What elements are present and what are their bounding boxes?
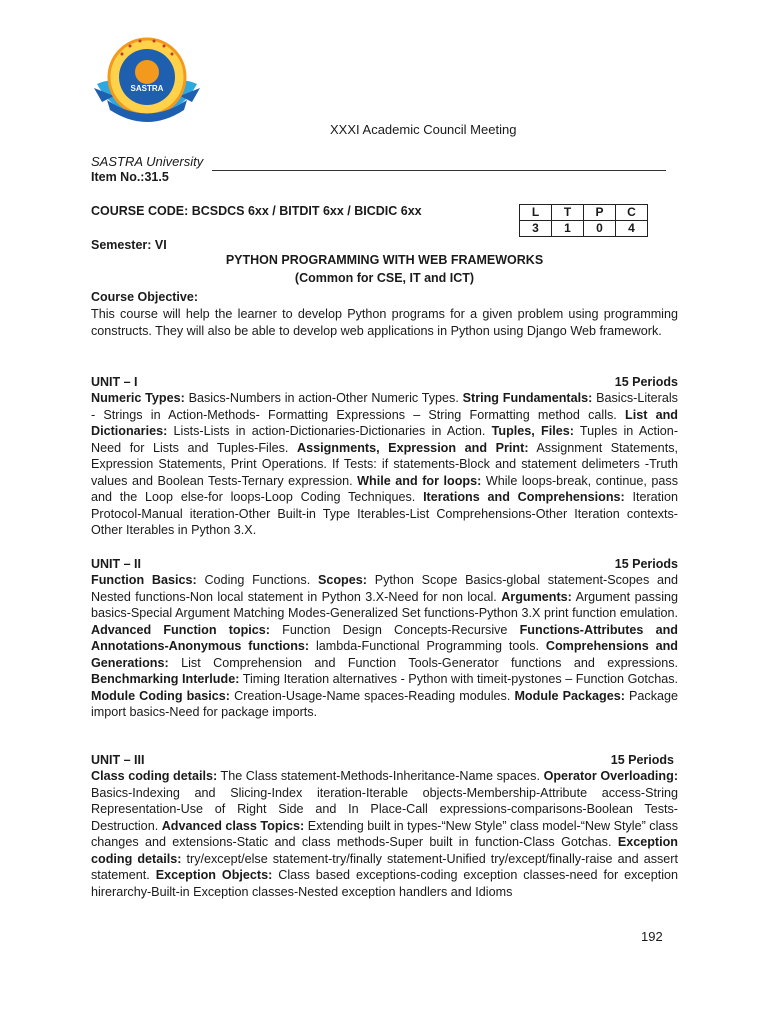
topic-heading: While and for loops: [357, 473, 482, 488]
ltpc-header-c: C [616, 205, 648, 221]
topic-heading: List and Dictionaries: [91, 407, 678, 438]
topic-heading: Numeric Types: [91, 391, 185, 405]
topic-text: Iteration Protocol-Manual iteration-Other Built-in Type Iterables-List Comprehensions-Other Iteration contexts-Other Iterables in Python 3.X. [91, 490, 678, 537]
unit-2-content [91, 572, 678, 721]
objective-text: This course will help the learner to develop Python programs for a given problem using programming constructs. They will also be able to develop web applications in Python using Django Web framework. [91, 307, 678, 338]
unit-3-header [91, 753, 678, 767]
topic-heading: Functions-Attributes and Annotations-Anonymous functions: [91, 622, 679, 653]
topic-heading: Advanced Function topics: [91, 622, 270, 637]
topic-text: List Comprehension and Function Tools-Generator functions and expressions. [168, 655, 678, 670]
meeting-title: XXXI Academic Council Meeting [330, 122, 517, 137]
unit-2-header [91, 557, 678, 571]
topic-text: Python Scope Basics-global statement-Scopes and Nested functions-Non local statement in Python 3.X-Need for non local. [91, 573, 678, 604]
topic-text: Package import basics-Need for package imports. [91, 688, 678, 719]
topic-heading: Comprehensions and Generations: [91, 639, 678, 670]
page-number: 192 [641, 929, 663, 944]
ltpc-value-l: 3 [520, 221, 552, 237]
unit-3-periods: 15 Periods [610, 753, 674, 767]
course-subtitle: (Common for CSE, IT and ICT) [294, 271, 475, 285]
semester: Semester: VI [91, 238, 167, 252]
unit-1-header [91, 375, 678, 389]
topic-text: While loops-break, continue, pass and the Loop else-for loops-Loop Coding Techniques. [91, 473, 678, 504]
topic-heading: Class coding details: [91, 769, 218, 783]
course-title: PYTHON PROGRAMMING WITH WEB FRAMEWORKS [225, 253, 544, 267]
topic-heading: Module Packages: [514, 688, 625, 703]
topic-heading: Arguments: [501, 589, 572, 604]
topic-heading: Tuples, Files: [491, 424, 574, 438]
logo-center-text: SASTRA [130, 84, 164, 93]
topic-text: Lists-Lists in action-Dictionaries-Dictionaries in Action. [167, 424, 492, 438]
topic-text: Basics-Literals - Strings in Action-Methods- Formatting Expressions – String Formatting method calls. [91, 391, 678, 422]
ltpc-header-p: P [584, 205, 616, 221]
topic-text: try/except/else statement-try/finally statement-Unified try/except/finally-raise and assert statement. [91, 851, 678, 882]
topic-text: Argument passing basics-Special Argument Matching Modes-Generalized Set functions-Python 3.X print function emulation. [91, 589, 679, 620]
item-number: Item No.:31.5 [91, 170, 169, 184]
topic-heading: String Fundamentals: [462, 391, 593, 405]
ltpc-value-c: 4 [616, 221, 648, 237]
topic-text: Basics-Indexing and Slicing-Index iteration-Iterable objects-Membership-Attribute access-String Representation-Use of Right Side and In Place-Call expressions-comparisons-Boolean Tests-Destruction. [91, 785, 678, 833]
unit-1-content [91, 390, 678, 539]
ltpc-header-row [520, 205, 648, 221]
topic-heading: Assignments, Expression and Print: [297, 440, 529, 455]
topic-heading: Function Basics: [91, 573, 197, 587]
header-divider [212, 170, 666, 171]
ltpc-header-l: L [520, 205, 552, 221]
topic-heading: Advanced class Topics: [161, 818, 305, 833]
sastra-logo [92, 32, 202, 132]
topic-text: Function Design Concepts-Recursive [270, 622, 520, 637]
topic-heading: Exception Objects: [155, 868, 273, 882]
ltpc-value-t: 1 [552, 221, 584, 237]
unit-2-title: UNIT – II [91, 557, 142, 571]
topic-text: Class based exceptions-coding exception classes-need for exception hirerarchy-Built-in Exception classes-Nested exception handlers and Idioms [91, 868, 678, 899]
ltpc-table [519, 204, 648, 237]
university-name: SASTRA University [91, 154, 204, 169]
topic-heading: Scopes: [317, 573, 367, 587]
topic-text: Basics-Numbers in action-Other Numeric Types. [184, 391, 463, 405]
topic-heading: Module Coding basics: [91, 688, 231, 703]
topic-heading: Benchmarking Interlude: [91, 672, 240, 686]
ltpc-value-p: 0 [584, 221, 616, 237]
topic-heading: Operator Overloading: [543, 769, 679, 783]
topic-heading: Iterations and Comprehensions: [423, 490, 625, 504]
topic-text: Timing Iteration alternatives - Python with timeit-pystones – Function Gotchas. [239, 672, 678, 686]
topic-text: Coding Functions. [196, 573, 318, 587]
topic-heading: Exception coding details: [91, 835, 678, 866]
unit-3-title: UNIT – III [91, 753, 145, 767]
unit-2-periods: 15 Periods [614, 557, 678, 571]
topic-text: Creation-Usage-Name spaces-Reading modules. [230, 688, 515, 703]
ltpc-value-row [520, 221, 648, 237]
topic-text: Extending built in types-“New Style” class model-“New Style” class changes and extensions-Static and class methods-Super built in function-Class Gotchas. [91, 818, 678, 849]
topic-text: Tuples in Action-Need for Lists and Tuples-Files. [91, 424, 679, 455]
topic-text: The Class statement-Methods-Inheritance-Name spaces. [217, 769, 544, 783]
topic-text: Assignment Statements, Expression Statements, Print Operations. If Tests: if statements-Block and statement delimeters -Truth values and Boolean Tests-Ternary expression. [91, 440, 678, 488]
objective-heading: Course Objective: [91, 290, 198, 304]
sastra-emblem-icon [92, 32, 202, 132]
unit-1-title: UNIT – I [91, 375, 138, 389]
topic-text: lambda-Functional Programming tools. [309, 639, 546, 653]
unit-3-content [91, 768, 678, 900]
ltpc-header-t: T [552, 205, 584, 221]
course-code: COURSE CODE: BCSDCS 6xx / BITDIT 6xx / BICDIC 6xx [91, 204, 422, 218]
unit-1-periods: 15 Periods [614, 375, 678, 389]
